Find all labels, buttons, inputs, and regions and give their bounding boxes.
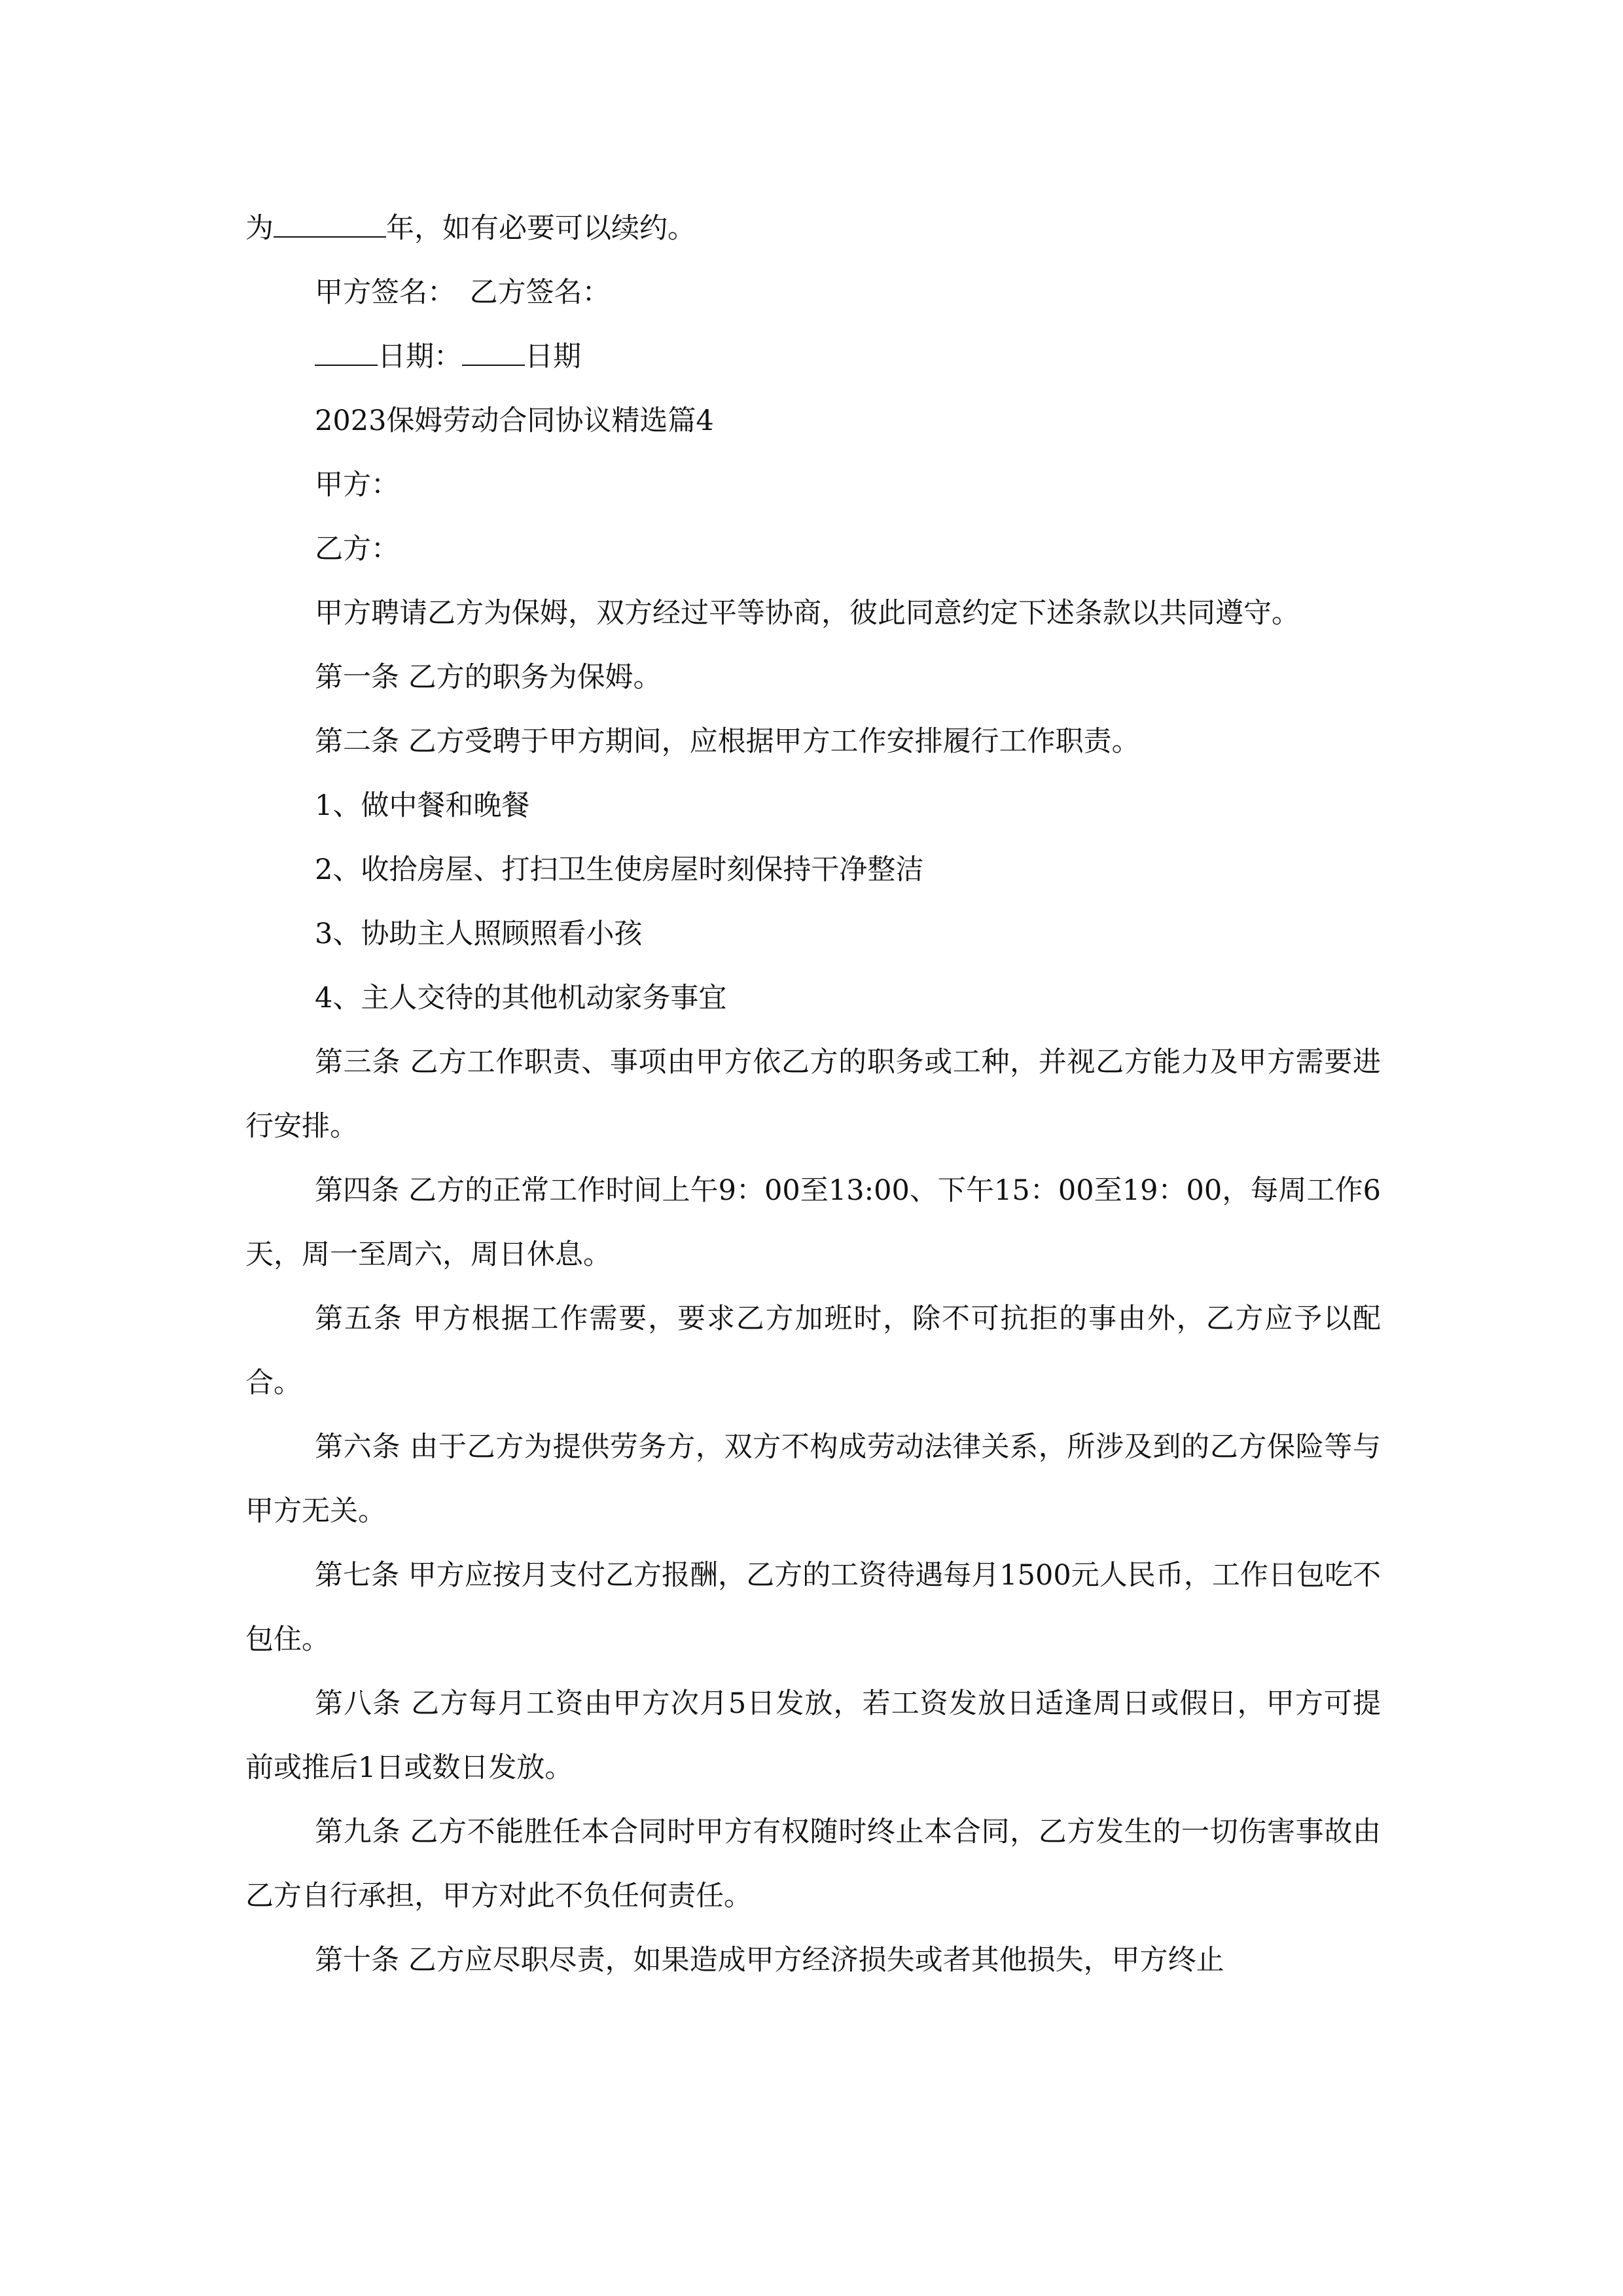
article-2: 第二条 乙方受聘于甲方期间，应根据甲方工作安排履行工作职责。 (315, 725, 1140, 758)
party-b-line: 乙方： (315, 533, 399, 565)
contract-term-line (245, 196, 1381, 260)
duty-item-3: 3、协助主人照顾照看小孩 (315, 918, 643, 950)
date-label-a: 日期： (378, 340, 462, 373)
party-a-line: 甲方： (315, 469, 399, 501)
article-5: 第五条 甲方根据工作需要，要求乙方加班时，除不可抗拒的事由外，乙方应予以配合。 (245, 1302, 1381, 1399)
article-1: 第一条 乙方的职务为保姆。 (315, 661, 662, 694)
date-blank-a (315, 342, 378, 366)
term-prefix: 为 (245, 212, 274, 245)
article-10: 第十条 乙方应尽职尽责，如果造成甲方经济损失或者其他损失，甲方终止 (315, 1944, 1224, 1977)
term-years-blank (274, 214, 386, 238)
article-8: 第八条 乙方每月工资由甲方次月5日发放，若工资发放日适逢周日或假日，甲方可提前或推后1日或数日发放。 (245, 1687, 1381, 1784)
article-9: 第九条 乙方不能胜任本合同时甲方有权随时终止本合同，乙方发生的一切伤害事故由乙方自行承担，甲方对此不负任何责任。 (245, 1816, 1381, 1912)
duty-item-1: 1、做中餐和晚餐 (315, 789, 530, 822)
duty-item-4: 4、主人交待的其他机动家务事宜 (315, 982, 727, 1014)
duty-item-2: 2、收拾房屋、打扫卫生使房屋时刻保持干净整洁 (315, 853, 924, 886)
signature-line: 甲方签名： 乙方签名： (315, 276, 611, 309)
term-suffix: 年，如有必要可以续约。 (386, 212, 696, 245)
article-4: 第四条 乙方的正常工作时间上午9：00至13:00、下午15：00至19：00，每周工作6天，周一至周六，周日休息。 (245, 1174, 1381, 1271)
date-blank-b (462, 342, 525, 366)
intro-paragraph: 甲方聘请乙方为保姆，双方经过平等协商，彼此同意约定下述条款以共同遵守。 (315, 597, 1300, 630)
section-title: 2023保姆劳动合同协议精选篇4 (315, 404, 714, 437)
document-page (245, 196, 1381, 1992)
date-line (245, 325, 1381, 389)
date-label-b: 日期 (525, 340, 581, 373)
article-3: 第三条 乙方工作职责、事项由甲方依乙方的职务或工种，并视乙方能力及甲方需要进行安排。 (245, 1046, 1381, 1143)
article-6: 第六条 由于乙方为提供劳务方，双方不构成劳动法律关系，所涉及到的乙方保险等与甲方无关。 (245, 1431, 1381, 1528)
article-7: 第七条 甲方应按月支付乙方报酬，乙方的工资待遇每月1500元人民币，工作日包吃不包住。 (245, 1559, 1381, 1656)
